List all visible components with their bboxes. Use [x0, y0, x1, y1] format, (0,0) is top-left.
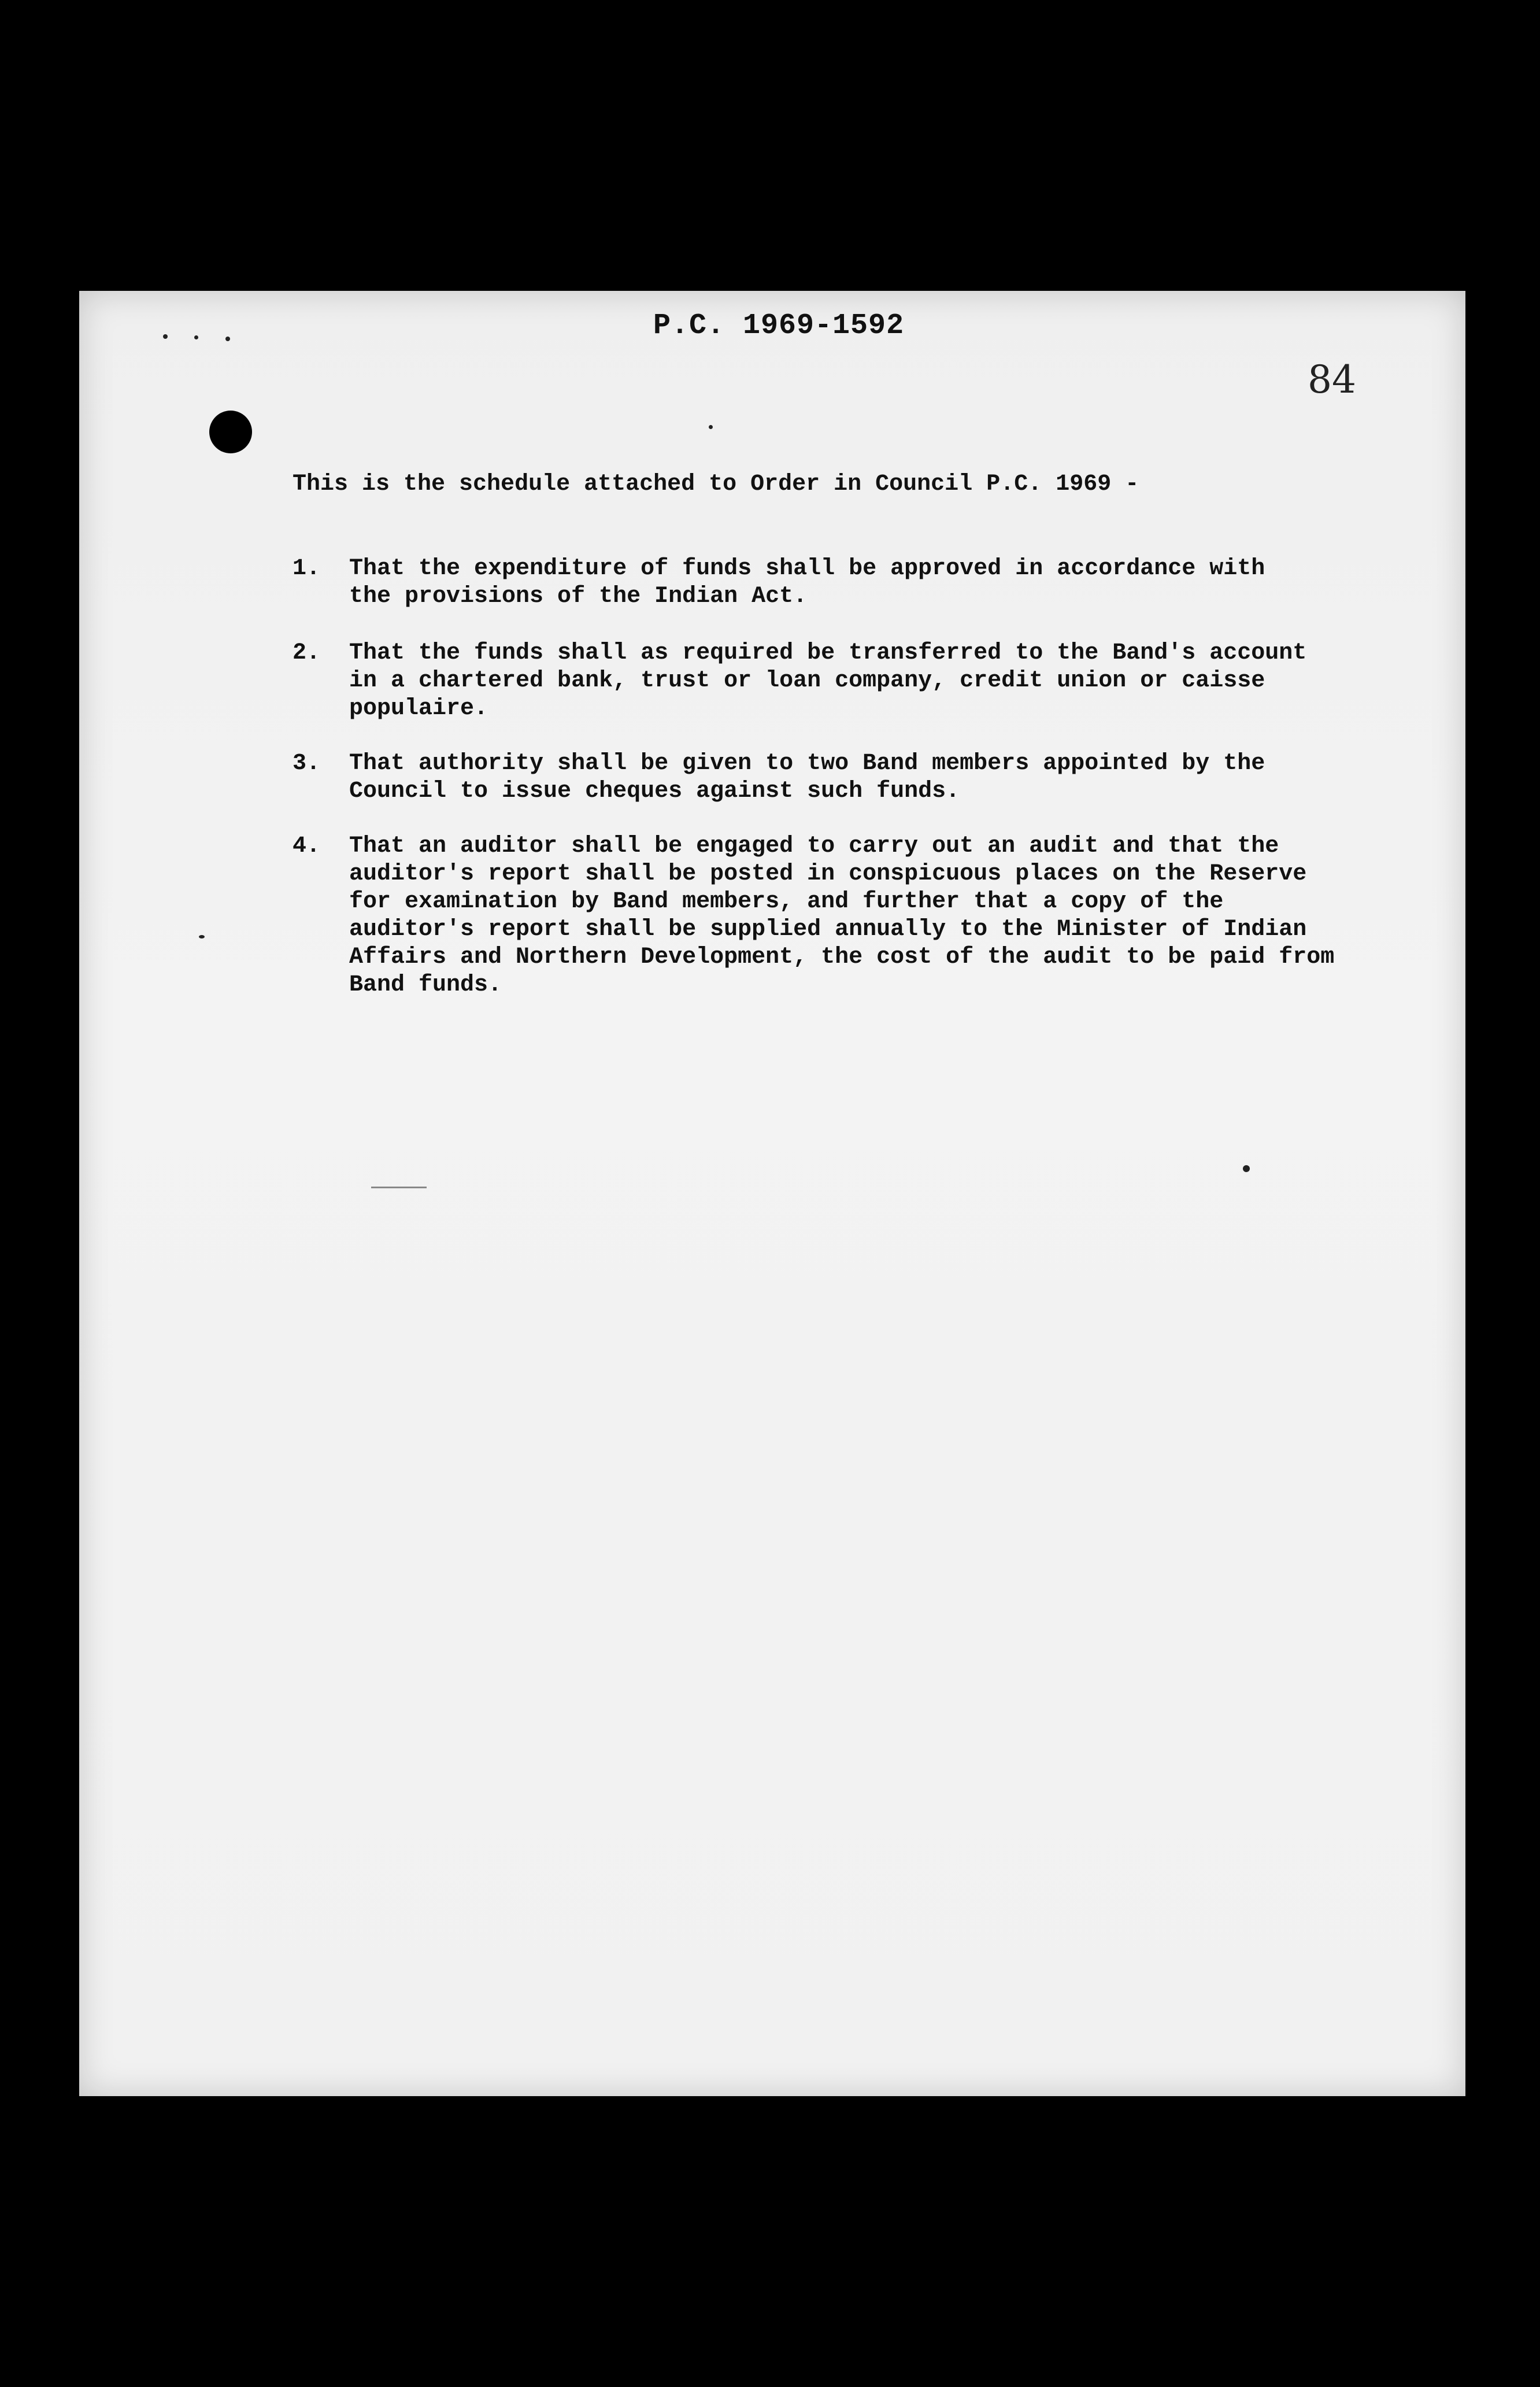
- ink-dot: [225, 337, 230, 341]
- item-text: [349, 555, 1265, 611]
- item-text: [349, 750, 1265, 805]
- item-line: That the funds shall as required be transferred to the Band's account: [349, 640, 1307, 666]
- item-line: auditor's report shall be posted in conspicuous places on the Reserve: [349, 861, 1307, 887]
- item-line: That authority shall be given to two Band members appointed by the: [349, 751, 1265, 777]
- item-line: Council to issue cheques against such funds.: [349, 778, 960, 804]
- order-reference: P.C. 1969-1592: [653, 309, 905, 342]
- schedule-intro: This is the schedule attached to Order in Council P.C. 1969 -: [293, 471, 1139, 497]
- item-text: [349, 640, 1306, 723]
- item-line: populaire.: [349, 696, 488, 722]
- item-number: 1.: [293, 556, 321, 582]
- item-line: in a chartered bank, trust or loan company, credit union or caisse: [349, 668, 1265, 694]
- item-line: the provisions of the Indian Act.: [349, 583, 808, 609]
- ink-dot: [194, 335, 198, 339]
- item-line: Affairs and Northern Development, the cost of the audit to be paid from: [349, 944, 1335, 970]
- page-number: 84: [1308, 357, 1356, 402]
- item-line: That the expenditure of funds shall be approved in accordance with: [349, 556, 1265, 582]
- item-number: 3.: [293, 751, 321, 777]
- ink-dot: [709, 425, 713, 429]
- item-line: Band funds.: [349, 972, 502, 998]
- item-number: 4.: [293, 833, 321, 859]
- item-line: auditor's report shall be supplied annually to the Minister of Indian: [349, 917, 1307, 943]
- item-line: That an auditor shall be engaged to carry out an audit and that the: [349, 833, 1279, 859]
- ink-dot: [1243, 1165, 1250, 1172]
- ink-dot: [163, 334, 168, 339]
- ink-dot: [199, 935, 205, 938]
- stray-line: [371, 1187, 427, 1188]
- item-text: [349, 833, 1334, 999]
- item-line: for examination by Band members, and further that a copy of the: [349, 889, 1224, 915]
- punch-hole: [209, 411, 252, 453]
- item-number: 2.: [293, 640, 321, 666]
